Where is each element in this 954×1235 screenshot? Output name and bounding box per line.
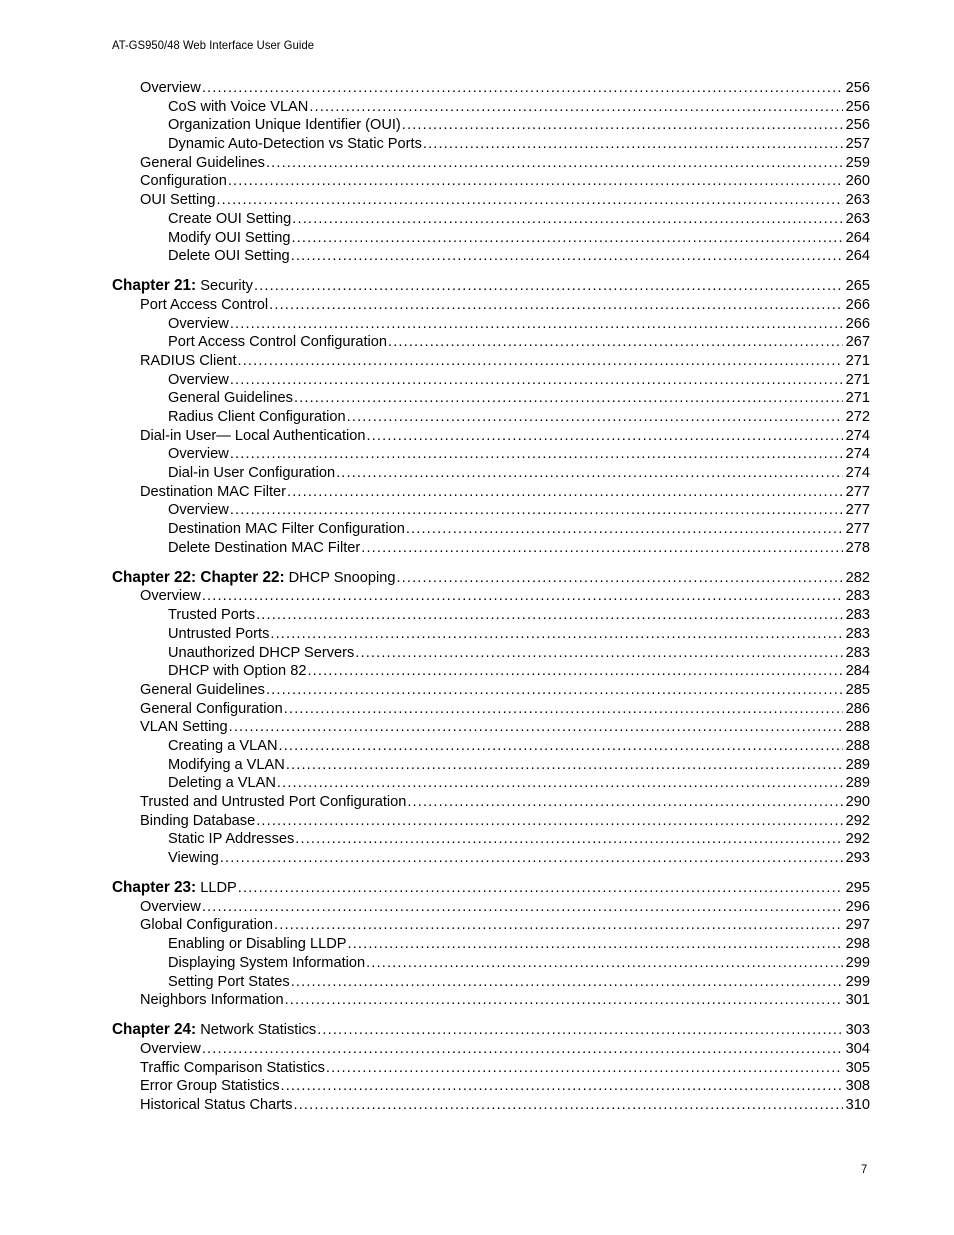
toc-entry-title: General Guidelines: [140, 681, 265, 698]
chapter-name: Security: [200, 278, 253, 295]
toc-entry-title: [112, 277, 254, 296]
toc-entry-title: Dial-in User— Local Authentication: [140, 427, 366, 444]
toc-entry[interactable]: [0, 718, 870, 737]
dot-leader: [294, 389, 843, 408]
toc-entry-page: 289: [845, 756, 870, 773]
toc-entry-page: 256: [845, 117, 870, 134]
dot-leader: [202, 587, 843, 606]
dot-leader: [238, 879, 843, 898]
toc-entry-page: 297: [845, 917, 870, 934]
toc-entry-title: Trusted Ports: [168, 607, 256, 624]
toc-entry-page: 271: [845, 371, 870, 388]
toc-entry-title: Configuration: [140, 173, 227, 190]
toc-entry[interactable]: [0, 191, 870, 210]
dot-leader: [270, 625, 842, 644]
dot-leader: [291, 229, 842, 248]
dot-leader: [220, 849, 843, 868]
toc-entry-title: Create OUI Setting: [168, 210, 292, 227]
dot-leader: [402, 116, 843, 135]
toc-entry-title: Neighbors Information: [140, 992, 284, 1009]
dot-leader: [256, 812, 842, 831]
toc-entry-title: DHCP with Option 82: [168, 663, 307, 680]
dot-leader: [406, 520, 843, 539]
dot-leader: [202, 898, 843, 917]
dot-leader: [286, 756, 843, 775]
dot-leader: [277, 774, 843, 793]
toc-chapter-entry[interactable]: [0, 1021, 870, 1040]
dot-leader: [230, 445, 843, 464]
dot-leader: [287, 483, 843, 502]
dot-leader: [229, 718, 843, 737]
dot-leader: [388, 333, 843, 352]
toc-entry-title: Error Group Statistics: [140, 1078, 280, 1095]
dot-leader: [266, 154, 843, 173]
dot-leader: [361, 539, 842, 558]
dot-leader: [326, 1059, 843, 1078]
toc-entry[interactable]: [0, 172, 870, 191]
toc-entry[interactable]: [0, 98, 870, 117]
dot-leader: [266, 681, 843, 700]
toc-entry-page: 274: [845, 427, 870, 444]
toc-entry-page: 278: [845, 539, 870, 556]
dot-leader: [367, 427, 843, 446]
toc-entry-title: Creating a VLAN: [168, 737, 278, 754]
toc-entry-title: [112, 569, 396, 588]
toc-entry-page: 290: [845, 794, 870, 811]
toc-entry-page: 271: [845, 390, 870, 407]
toc-entry[interactable]: [0, 483, 870, 502]
toc-entry-page: 256: [845, 80, 870, 96]
toc-entry-page: 305: [845, 1059, 870, 1076]
toc-entry-page: 272: [845, 408, 870, 425]
dot-leader: [230, 371, 843, 390]
toc-entry-title: Historical Status Charts: [140, 1096, 293, 1113]
dot-leader: [307, 662, 842, 681]
toc-entry-page: 295: [845, 880, 870, 897]
toc-entry-page: 288: [845, 719, 870, 736]
dot-leader: [293, 1096, 842, 1115]
toc-entry-title: Destination MAC Filter: [140, 483, 286, 500]
dot-leader: [336, 464, 843, 483]
toc-entry-title: Dynamic Auto-Detection vs Static Ports: [168, 136, 422, 153]
toc-entry-page: 277: [845, 502, 870, 519]
toc-entry-title: VLAN Setting: [140, 719, 228, 736]
toc-entry[interactable]: [0, 445, 870, 464]
toc-entry-page: 266: [845, 315, 870, 332]
toc-entry-page: 296: [845, 898, 870, 915]
dot-leader: [238, 352, 843, 371]
toc-entry-title: Port Access Control Configuration: [168, 334, 388, 351]
toc-entry-title: Organization Unique Identifier (OUI): [168, 117, 401, 134]
toc-entry-title: Static IP Addresses: [168, 831, 295, 848]
chapter-label: Chapter 24:: [112, 1021, 197, 1039]
toc-entry-title: Traffic Comparison Statistics: [140, 1059, 325, 1076]
toc-entry-page: 283: [845, 588, 870, 605]
toc-entry[interactable]: [0, 812, 870, 831]
toc-entry-title: Unauthorized DHCP Servers: [168, 644, 355, 661]
toc-entry[interactable]: [0, 315, 870, 334]
chapter-label: Chapter 21:: [112, 277, 197, 295]
dot-leader: [256, 606, 843, 625]
toc-entry-page: 283: [845, 607, 870, 624]
toc-entry-page: 274: [845, 446, 870, 463]
toc-entry-title: Overview: [140, 1040, 201, 1057]
toc-entry-page: 264: [845, 248, 870, 265]
dot-leader: [295, 830, 842, 849]
toc-entry[interactable]: [0, 1077, 870, 1096]
toc-entry[interactable]: [0, 210, 870, 229]
toc-entry-title: Overview: [168, 371, 229, 388]
toc-entry-title: Untrusted Ports: [168, 625, 270, 642]
toc-entry-title: Overview: [140, 588, 201, 605]
toc-entry[interactable]: [0, 464, 870, 483]
toc-entry-page: 292: [845, 812, 870, 829]
toc-entry[interactable]: [0, 371, 870, 390]
toc-entry[interactable]: [0, 1096, 870, 1115]
toc-entry-page: 283: [845, 644, 870, 661]
dot-leader: [291, 247, 843, 266]
chapter-name: LLDP: [200, 880, 237, 897]
toc-entry[interactable]: [0, 427, 870, 446]
toc-entry[interactable]: [0, 916, 870, 935]
toc-entry-title: General Guidelines: [168, 390, 293, 407]
toc-entry-page: 264: [845, 229, 870, 246]
toc-entry[interactable]: [0, 662, 870, 681]
dot-leader: [309, 98, 842, 117]
toc-entry-title: Port Access Control: [140, 296, 269, 313]
toc-entry[interactable]: [0, 756, 870, 775]
toc-entry[interactable]: [0, 587, 870, 606]
toc-entry-page: 257: [845, 136, 870, 153]
toc-entry-title: Viewing: [168, 850, 219, 867]
toc-chapter-entry[interactable]: [0, 879, 870, 898]
toc-entry[interactable]: [0, 954, 870, 973]
toc-entry[interactable]: [0, 389, 870, 408]
toc-entry-page: 259: [845, 154, 870, 171]
toc-entry-page: 282: [845, 569, 870, 586]
toc-entry-page: 293: [845, 850, 870, 867]
toc-entry[interactable]: [0, 1059, 870, 1078]
dot-leader: [285, 991, 843, 1010]
toc-entry-page: 267: [845, 334, 870, 351]
toc-entry[interactable]: [0, 135, 870, 154]
chapter-label: Chapter 22: Chapter 22:: [112, 568, 285, 586]
toc-entry-title: Overview: [168, 502, 229, 519]
toc-entry[interactable]: [0, 793, 870, 812]
dot-leader: [291, 973, 843, 992]
dot-leader: [292, 210, 842, 229]
toc-entry[interactable]: [0, 991, 870, 1010]
toc-entry-title: Radius Client Configuration: [168, 408, 346, 425]
toc-entry[interactable]: [0, 501, 870, 520]
chapter-name: DHCP Snooping: [288, 569, 396, 586]
toc-entry[interactable]: [0, 296, 870, 315]
toc-entry-title: Deleting a VLAN: [168, 775, 276, 792]
toc-entry[interactable]: [0, 247, 870, 266]
dot-leader: [317, 1021, 842, 1040]
dot-leader: [230, 501, 843, 520]
toc-entry[interactable]: [0, 774, 870, 793]
dot-leader: [423, 135, 843, 154]
dot-leader: [407, 793, 842, 812]
toc-entry-page: 256: [845, 98, 870, 115]
toc-entry-title: Enabling or Disabling LLDP: [168, 936, 347, 953]
toc-entry-title: Delete Destination MAC Filter: [168, 539, 361, 556]
toc-entry-title: Setting Port States: [168, 973, 290, 990]
toc-entry-title: Modifying a VLAN: [168, 756, 285, 773]
toc-entry-page: 286: [845, 700, 870, 717]
toc-entry-page: 304: [845, 1040, 870, 1057]
toc-entry-title: Overview: [140, 898, 201, 915]
toc-entry-page: 277: [845, 483, 870, 500]
dot-leader: [216, 191, 842, 210]
chapter-label: Chapter 23:: [112, 879, 197, 897]
toc-entry-page: 265: [845, 278, 870, 295]
toc-entry[interactable]: [0, 849, 870, 868]
toc-entry-page: 299: [845, 973, 870, 990]
toc-entry-page: 284: [845, 663, 870, 680]
toc-entry-title: Dial-in User Configuration: [168, 465, 336, 482]
dot-leader: [228, 172, 843, 191]
toc-entry[interactable]: [0, 737, 870, 756]
toc-entry[interactable]: [0, 935, 870, 954]
toc-entry[interactable]: [0, 625, 870, 644]
dot-leader: [284, 700, 843, 719]
dot-leader: [355, 644, 842, 663]
dot-leader: [366, 954, 843, 973]
toc-entry[interactable]: [0, 606, 870, 625]
toc-entry[interactable]: [0, 1040, 870, 1059]
toc-entry-page: 260: [845, 173, 870, 190]
toc-entry-page: 271: [845, 352, 870, 369]
toc-entry[interactable]: [0, 539, 870, 558]
toc-entry[interactable]: [0, 830, 870, 849]
toc-entry[interactable]: [0, 79, 870, 98]
toc-entry-title: Modify OUI Setting: [168, 229, 291, 246]
page-number: 7: [861, 1162, 868, 1176]
table-of-contents: [0, 79, 954, 1115]
toc-entry-page: 303: [845, 1022, 870, 1039]
toc-entry-title: CoS with Voice VLAN: [168, 98, 309, 115]
toc-entry-page: 285: [845, 681, 870, 698]
toc-entry[interactable]: [0, 229, 870, 248]
toc-entry-page: 292: [845, 831, 870, 848]
toc-entry-page: 289: [845, 775, 870, 792]
toc-entry[interactable]: [0, 116, 870, 135]
dot-leader: [230, 315, 843, 334]
dot-leader: [254, 277, 843, 296]
toc-entry-title: Trusted and Untrusted Port Configuration: [140, 794, 407, 811]
toc-entry-page: 288: [845, 737, 870, 754]
toc-entry-title: OUI Setting: [140, 192, 216, 209]
toc-chapter-entry[interactable]: [0, 277, 870, 296]
toc-entry-page: 277: [845, 521, 870, 538]
toc-entry-title: [112, 879, 238, 898]
dot-leader: [396, 569, 842, 588]
dot-leader: [269, 296, 842, 315]
toc-entry-page: 298: [845, 936, 870, 953]
dot-leader: [202, 1040, 843, 1059]
dot-leader: [202, 79, 843, 98]
dot-leader: [279, 737, 843, 756]
toc-entry[interactable]: [0, 681, 870, 700]
toc-entry[interactable]: [0, 154, 870, 173]
toc-entry-page: 299: [845, 954, 870, 971]
toc-entry[interactable]: [0, 333, 870, 352]
dot-leader: [347, 935, 842, 954]
toc-entry[interactable]: [0, 973, 870, 992]
toc-entry-page: 263: [845, 192, 870, 209]
toc-entry-page: 274: [845, 465, 870, 482]
toc-entry[interactable]: [0, 408, 870, 427]
toc-entry-page: 263: [845, 210, 870, 227]
toc-entry-page: 283: [845, 625, 870, 642]
toc-entry-title: Global Configuration: [140, 917, 274, 934]
toc-entry-page: 266: [845, 296, 870, 313]
toc-entry[interactable]: [0, 898, 870, 917]
toc-entry-title: Displaying System Information: [168, 954, 366, 971]
toc-entry-title: General Guidelines: [140, 154, 265, 171]
running-header: AT-GS950/48 Web Interface User Guide: [112, 38, 315, 52]
toc-entry-page: 310: [845, 1096, 870, 1113]
toc-entry-title: Overview: [168, 446, 229, 463]
chapter-name: Network Statistics: [200, 1022, 317, 1039]
toc-entry[interactable]: [0, 700, 870, 719]
toc-entry-title: General Configuration: [140, 700, 283, 717]
toc-chapter-entry[interactable]: [0, 569, 870, 588]
dot-leader: [281, 1077, 843, 1096]
toc-entry-title: Binding Database: [140, 812, 256, 829]
toc-entry-page: 301: [845, 992, 870, 1009]
dot-leader: [274, 916, 843, 935]
toc-entry[interactable]: [0, 520, 870, 539]
toc-entry-page: 308: [845, 1078, 870, 1095]
dot-leader: [347, 408, 843, 427]
toc-entry-title: RADIUS Client: [140, 352, 237, 369]
toc-entry-title: Overview: [140, 80, 201, 96]
toc-entry[interactable]: [0, 644, 870, 663]
toc-entry-title: Delete OUI Setting: [168, 248, 290, 265]
toc-entry-title: Destination MAC Filter Configuration: [168, 521, 405, 538]
toc-entry[interactable]: [0, 352, 870, 371]
toc-entry-title: Overview: [168, 315, 229, 332]
toc-entry-title: [112, 1021, 317, 1040]
